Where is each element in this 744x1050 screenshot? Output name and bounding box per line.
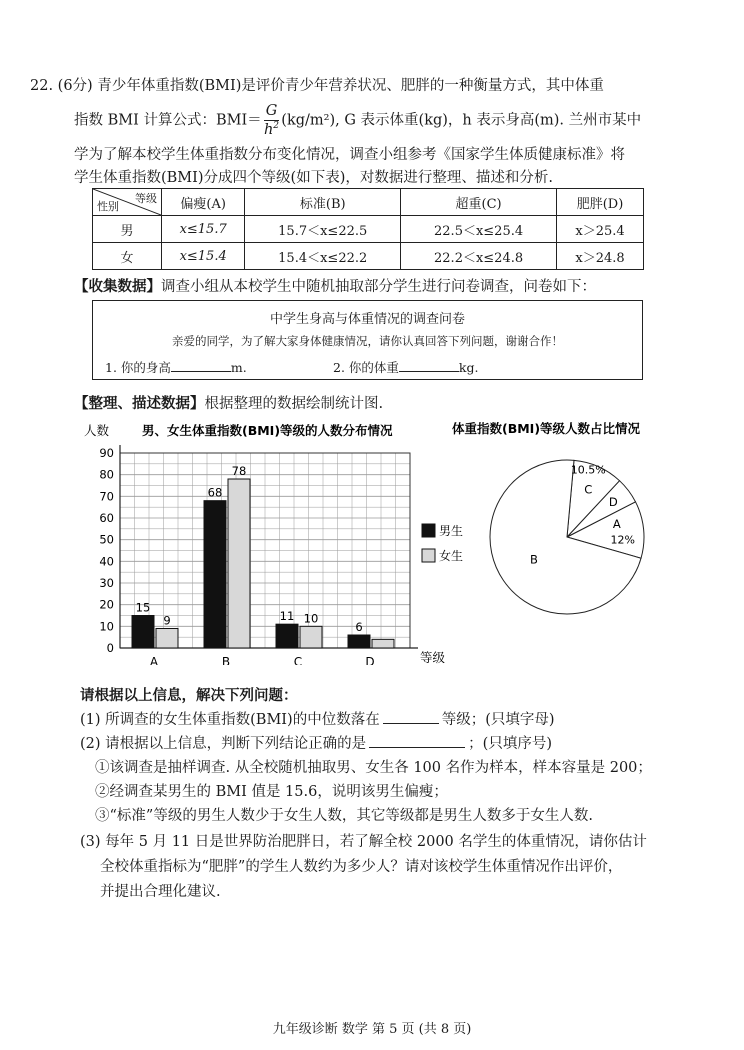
intro-text-2b: (kg/m²), (281, 112, 340, 129)
pie-label-D: D (608, 495, 618, 510)
pie-label-C: C (584, 482, 593, 497)
question-2-option-1: ①该调查是抽样调查. 从全校随机抽取男、女生各 100 名作为样本，样本容量是 200； (95, 760, 652, 776)
table-row (93, 243, 644, 270)
pie-label-A: A (612, 517, 621, 532)
legend-swatch (422, 549, 435, 562)
bar-data-label: 68 (207, 485, 223, 500)
bar-female-D (372, 639, 394, 648)
problem-intro-line1 (30, 74, 604, 95)
bar-data-label: 9 (163, 613, 171, 628)
pie-title: 体重指数(BMI)等级人数占比情况 (452, 421, 641, 436)
table-gender-cell: 男 (93, 216, 162, 243)
survey-q1-unit: m. (230, 360, 247, 375)
legend-label: 女生 (439, 549, 464, 563)
bar-data-label: 78 (231, 464, 247, 478)
y-tick-label: 70 (99, 489, 114, 504)
question-2-option-3: ③“标准”等级的男生人数少于女生人数，其它等级都是男生人数多于女生人数. (95, 808, 593, 824)
survey-q2-text: 2. 你的体重 (333, 360, 399, 375)
bar-data-label: 6 (355, 620, 363, 634)
y-tick-label: 20 (99, 597, 114, 612)
question-1-hint: 等级；(只填字母) (441, 712, 555, 728)
x-axis-label: 等级 (420, 650, 446, 665)
legend-label: 男生 (439, 524, 464, 538)
formula-denominator: h (263, 121, 274, 138)
table-cell: 15.4＜x≤22.2 (245, 243, 401, 270)
y-tick-label: 40 (99, 554, 114, 569)
bar-male-A (132, 616, 154, 649)
question-2-option-2: ②经调查某男生的 BMI 值是 15.6，说明该男生偏瘦； (95, 784, 448, 800)
height-blank[interactable] (171, 357, 231, 372)
question-2-hint: ；(只填序号) (468, 736, 552, 752)
survey-question-height (105, 357, 247, 376)
table-header-cell: 偏瘦(A) (162, 189, 245, 216)
intro-text-1: 青少年体重指数(BMI)是评价青少年营养状况、肥胖的一种衡量方式，其中体重 (97, 78, 604, 94)
bmi-formula-fraction (264, 104, 280, 137)
bar-female-B (228, 479, 250, 648)
table-cell: 22.5＜x≤25.4 (401, 216, 557, 243)
bar-male-C (276, 624, 298, 648)
x-tick-label: A (149, 655, 159, 665)
collect-data-text: 调查小组从本校学生中随机抽取部分学生进行问卷调查，问卷如下： (161, 279, 596, 295)
bmi-grade-table (92, 188, 644, 270)
bar-data-label: 11 (279, 609, 295, 624)
y-axis-label: 人数 (84, 423, 110, 438)
intro-text-2c: G 表示体重(kg)，h 表示身高(m). 兰州市某中 (344, 112, 642, 129)
pie-percent-C: 10.5% (570, 463, 606, 477)
table-gender-cell: 女 (93, 243, 162, 270)
x-tick-label: D (365, 655, 375, 665)
x-tick-label: C (293, 655, 303, 665)
bar-chart (70, 415, 470, 665)
y-tick-label: 90 (99, 446, 114, 460)
pie-percent-A: 12% (610, 533, 635, 547)
bar-female-C (300, 626, 322, 648)
y-tick-label: 80 (99, 467, 114, 482)
weight-blank[interactable] (399, 357, 459, 372)
chart-title: 男、女生体重指数(BMI)等级的人数分布情况 (142, 423, 393, 438)
bar-male-D (348, 635, 370, 648)
question-3-line3: 并提出合理化建议. (100, 884, 221, 900)
bar-male-B (204, 501, 226, 648)
corner-bottom-label: 性别 (97, 200, 119, 213)
survey-title: 中学生身高与体重情况的调查问卷 (269, 312, 465, 327)
table-cell: 15.7＜x≤22.5 (245, 216, 401, 243)
collect-data-line (74, 275, 596, 296)
table-row (93, 216, 644, 243)
organize-data-label: 【整理、描述数据】 (74, 395, 205, 412)
collect-data-label: 【收集数据】 (74, 278, 161, 295)
problem-intro-line2 (74, 104, 641, 137)
table-cell: x＞25.4 (557, 216, 644, 243)
intro-text-2a: 指数 BMI 计算公式：BMI＝ (74, 112, 262, 129)
y-tick-label: 30 (99, 576, 114, 590)
survey-box (92, 300, 643, 380)
table-corner-cell (93, 189, 162, 216)
question-1-text: (1) 所调查的女生体重指数(BMI)的中位数落在 (80, 712, 380, 728)
survey-greeting: 亲爱的同学，为了解大家身体健康情况，请你认真回答下列问题，谢谢合作！ (172, 334, 563, 348)
y-tick-label: 60 (99, 511, 114, 525)
corner-top-label: 等级 (135, 192, 157, 205)
table-cell: x＞24.8 (557, 243, 644, 270)
bar-data-label: 10 (303, 611, 319, 626)
table-header-cell: 肥胖(D) (557, 189, 644, 216)
problem-points: (6分) (57, 78, 93, 94)
table-header-cell: 超重(C) (401, 189, 557, 216)
bar-female-A (156, 629, 178, 649)
pie-chart (452, 415, 682, 665)
y-tick-label: 10 (99, 619, 114, 634)
page-footer: 九年级诊断 数学 第 5 页 (共 8 页) (272, 1022, 472, 1037)
questions-header: 请根据以上信息，解决下列问题： (80, 687, 298, 704)
question-3-line2: 全校体重指标为“肥胖”的学生人数约为多少人？请对该校学生体重情况作出评价， (100, 859, 623, 875)
bar-data-label: 15 (135, 600, 151, 615)
problem-number: 22. (30, 78, 54, 94)
y-tick-label: 0 (106, 641, 114, 655)
question-1-blank[interactable] (383, 709, 439, 724)
problem-intro-line4: 学生体重指数(BMI)分成四个等级(如下表)，对数据进行整理、描述和分析. (74, 170, 553, 186)
y-tick-label: 50 (99, 532, 114, 547)
question-1 (80, 708, 555, 729)
organize-data-line (74, 392, 383, 413)
formula-numerator: G (265, 103, 278, 119)
table-cell: 22.2＜x≤24.8 (401, 243, 557, 270)
table-header-row (93, 189, 644, 216)
survey-q1-text: 1. 你的身高 (105, 360, 171, 375)
x-tick-label: B (221, 655, 231, 665)
question-3-line1: (3) 每年 5 月 11 日是世界防治肥胖日，若了解全校 2000 名学生的体重情况，请你估计 (80, 834, 647, 850)
formula-exponent: 2 (273, 120, 280, 131)
survey-q2-unit: kg. (458, 360, 479, 375)
legend-swatch (422, 524, 435, 537)
pie-label-B: B (530, 552, 538, 567)
organize-data-text: 根据整理的数据绘制统计图. (204, 396, 384, 412)
question-2-text: (2) 请根据以上信息，判断下列结论正确的是 (80, 736, 367, 752)
problem-intro-line3: 学为了解本校学生体重指数分布变化情况，调查小组参考《国家学生体质健康标准》将 (74, 147, 625, 163)
table-header-cell: 标准(B) (245, 189, 401, 216)
question-2-blank[interactable] (369, 733, 465, 748)
survey-question-weight (333, 357, 478, 376)
table-cell: x≤15.4 (162, 243, 245, 270)
question-2 (80, 732, 552, 753)
table-cell: x≤15.7 (162, 216, 245, 243)
